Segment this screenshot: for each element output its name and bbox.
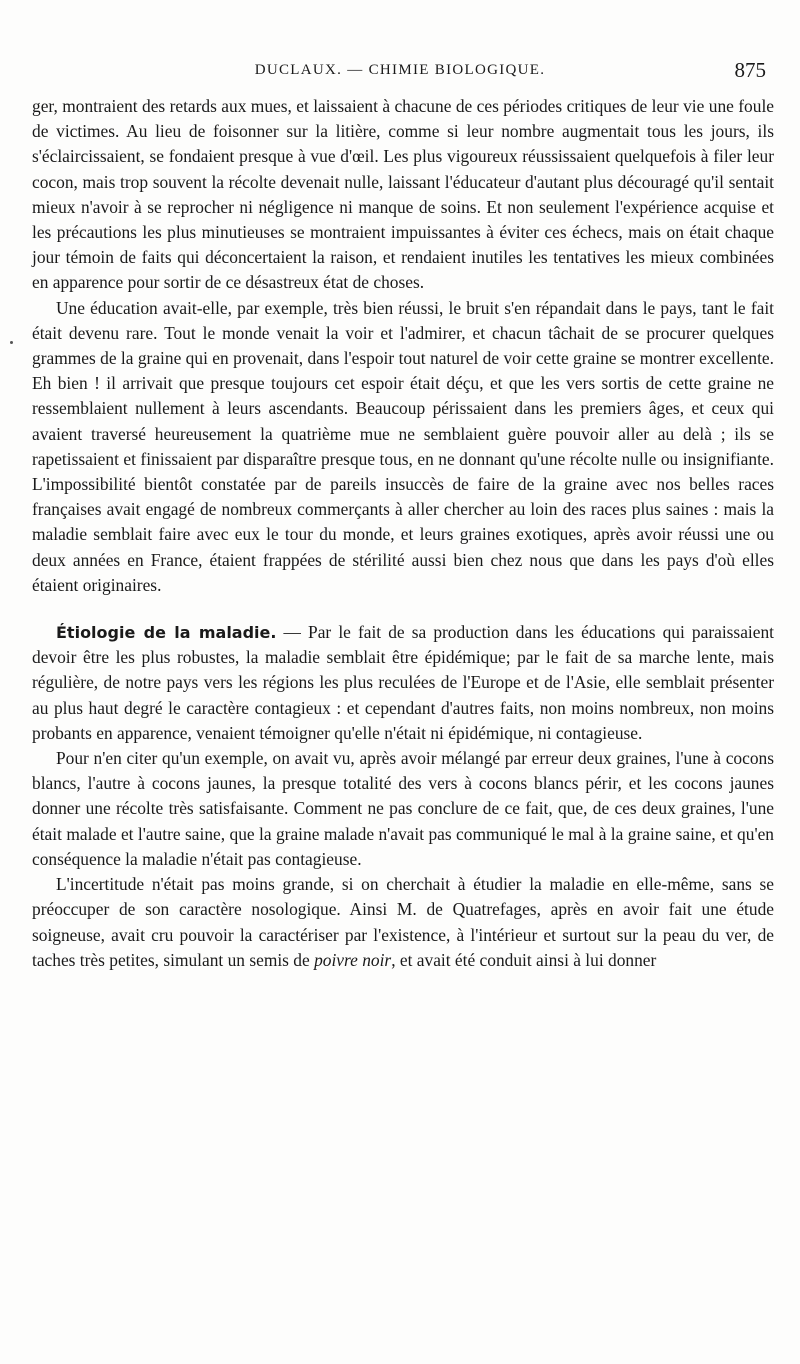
page-number: 875 [734, 58, 766, 82]
running-head: DUCLAUX. — CHIMIE BIOLOGIQUE. [254, 62, 546, 78]
paragraph-5-text-before: L'incertitude n'était pas moins grande, si on cherchait à étudier la maladie en elle-même, sans se préoccuper de son caractère nosologique. Ainsi M. de Quatrefages, après en avoir fait une étude soigneuse, avait cru pouvoir la caractériser par l'existence, à l'intérieur et surtout sur la peau du ver, de taches très petites, simulant un semis de [32, 874, 774, 970]
italic-term: poivre noir [314, 949, 392, 970]
paragraph-4: Pour n'en citer qu'un exemple, on avait vu, après avoir mélangé par erreur deux graines, l'une à cocons blancs, l'autre à cocons jaunes, la presque totalité des vers à cocons blancs périr, et les cocons jaunes donner une récolte très satisfaisante. Comment ne pas conclure de ce fait, que, de ces deux graines, l'une était malade et l'autre saine, que la graine malade n'avait pas communiqué le mal à la graine saine, et qu'en conséquence la maladie n'était pas contagieuse. [32, 748, 774, 869]
paragraph-5 [32, 872, 774, 973]
paragraph-1: ger, montraient des retards aux mues, et laissaient à chacune de ces périodes critiques de leur vie une foule de victimes. Au lieu de foisonner sur la litière, comme si leur nombre augmentait tous les jours, ils s'éclaircissaient, se fondaient presque à vue d'œil. Les plus vigoureux réussissaient quelquefois à filer leur cocon, mais trop souvent la récolte devenait nulle, laissant l'éducateur d'autant plus découragé qu'il sentait mieux n'avoir à se reprocher ni négligence ni manque de soins. Et non seulement l'expérience acquise et les précautions les plus minutieuses se montraient impuissantes à éviter ces échecs, mais on était chaque jour témoin de faits qui déconcertaient la raison, et rendaient inutiles les tentatives les mieux combinées en apparence pour sortir de ce désastreux état de choses. [32, 96, 774, 293]
paragraph-5-text-after: , et avait été conduit ainsi à lui donner [391, 949, 657, 970]
body-text [32, 94, 774, 973]
paragraph-2: Une éducation avait-elle, par exemple, très bien réussi, le bruit s'en répandait dans le pays, tant le fait était devenu rare. Tout le monde venait la voir et l'admirer, et chacun tâchait de se procurer quelques grammes de la graine qui en provenait, dans l'espoir tout naturel de voir cette graine se montrer excellente. Eh bien ! il arrivait que presque toujours cet espoir était déçu, et que les vers sortis de cette graine ne ressemblaient nullement à leurs ascendants. Beaucoup périssaient dans les premiers âges, et ceux qui avaient traversé heureusement la quatrième mue ne semblaient guère pouvoir aller au delà ; ils se rapetissaient et finissaient par disparaître presque tous, en ne donnant qu'une récolte nulle ou insignifiante. L'impossibilité bientôt constatée par de pareils insuccès de faire de la graine avec nos belles races françaises avait engagé de nombreux commerçants à aller chercher au loin des races plus saines : mais la maladie semblait faire avec eux le tour du monde, et leurs graines exotiques, après avoir réussi une ou deux années en France, étaient frappées de stérilité aussi bien chez nous que dans les pays d'où elles étaient originaires. [32, 297, 774, 595]
paragraph-etiologie [32, 620, 774, 746]
margin-speck [10, 341, 13, 344]
section-heading: Étiologie de la maladie. [56, 623, 277, 643]
page-header [32, 58, 768, 88]
section-heading-text: — Par le fait de sa production dans les éducations qui paraissaient devoir être les plus robustes, la maladie semblait être épidémique; par le fait de sa marche lente, mais régulière, de notre pays vers les régions les plus reculées de l'Europe et de l'Asie, elle semblait présenter au plus haut degré le caractère contagieux : et cependant d'autres faits, non moins nombreux, non moins probants en apparence, venaient témoigner qu'elle n'était ni épidémique, ni contagieuse. [32, 622, 774, 743]
